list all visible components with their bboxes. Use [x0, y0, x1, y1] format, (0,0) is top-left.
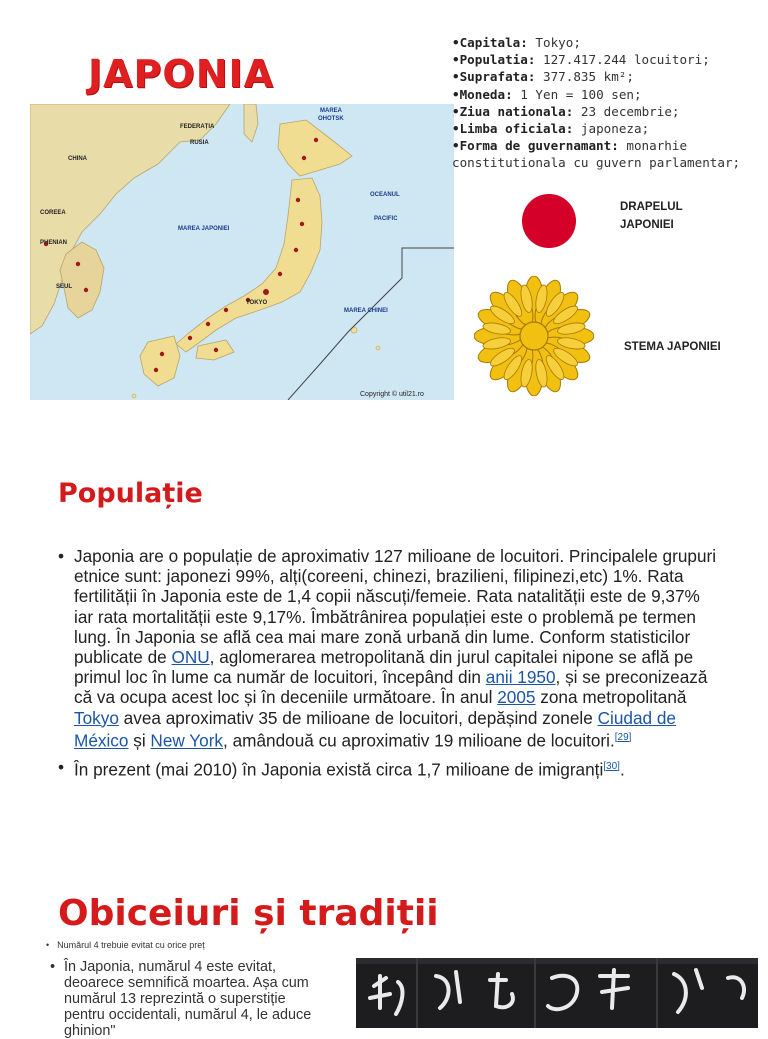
fact-national-day: •Ziua nationala: 23 decembrie;	[452, 103, 680, 119]
label-coreea: COREEA	[40, 210, 66, 216]
calligraphy-photo-svg	[356, 958, 758, 1028]
flag-label	[620, 198, 690, 234]
link-tokyo[interactable]: Tokyo	[74, 707, 119, 728]
link-new-york[interactable]: New York	[150, 730, 224, 751]
map-copyright: Copyright © util21.ro	[360, 391, 424, 398]
label-oceanul: OCEANUL	[370, 192, 400, 198]
customs-small-bullet: • Numărul 4 trebuie evitat cu orice preț	[46, 940, 205, 950]
population-title: Populație	[58, 478, 203, 509]
label-china: CHINA	[68, 156, 87, 162]
flag-label-line2: JAPONIEI	[620, 219, 674, 231]
customs-text: • În Japonia, numărul 4 este evitat, deoarece semnifică moartea. Așa cum numărul 13 reprezintă o superstiție pentru occidentali, numărul 4, le aduce ghinion"	[50, 959, 312, 1039]
label-marea: MAREA	[320, 108, 342, 114]
imperial-seal	[474, 276, 594, 396]
label-ohotsk: OHOTSK	[318, 116, 344, 122]
fact-language: •Limba oficiala: japoneza;	[452, 121, 650, 137]
page-title: JAPONIA	[88, 52, 275, 96]
label-tokyo: TOKYO	[246, 300, 268, 306]
link-onu[interactable]: ONU	[171, 647, 210, 668]
label-marea-chinei: MAREA CHINEI	[344, 308, 388, 314]
population-body	[58, 546, 718, 786]
label-marea-japoniei: MAREA JAPONIEI	[178, 226, 230, 232]
population-paragraph-2: • În prezent (mai 2010) în Japonia există circa 1,7 milioane de imigranți[30].	[74, 757, 718, 780]
seal-center	[520, 322, 548, 350]
label-federatia: FEDERAȚIA	[180, 124, 215, 130]
label-seul: SEUL	[56, 284, 73, 290]
fact-area: •Suprafata: 377.835 km²;	[452, 69, 634, 85]
ref-29[interactable]: [29]	[614, 731, 632, 743]
calligraphy-photo	[356, 958, 758, 1028]
link-2005[interactable]: 2005	[497, 687, 536, 708]
customs-title: Obiceiuri și tradiții	[58, 893, 439, 934]
label-rusia: RUSIA	[190, 140, 209, 146]
link-anii-1950[interactable]: anii 1950	[485, 667, 556, 688]
japan-map-svg	[30, 104, 454, 400]
fact-capital: •Capitala: Tokyo;	[452, 35, 581, 50]
ref-30[interactable]: [30]	[603, 760, 620, 772]
population-paragraph-1: • Japonia are o populație de aproximativ 127 milioane de locuitori. Principalele grupuri etnice sunt: japonezi 99%, alți(coreeni, chinezi, brazilieni, filipinezi,etc) 1%. Rata fertilității în Japonia este de 1,4 copii născuți/femeie. Rata natalității este de 9,37% iar rata mortalității este 9,17%. Îmbătrânirea populației este o problemă pe termen lung. În Japonia se află cea mai mare zonă urbană din lume. Conform statisticilor publicate de ONU, aglomerarea metropolitană din jurul capitalei nipone se află pe primul loc în lume ca număr de locuitori, începând din anii 1950, și se preconizează că va ocupa acest loc și în deceniile următoare. În anul 2005 zona metropolitană Tokyo avea aproximativ 35 de milioane de locuitori, depășind zonele Ciudad de México și New York, amândouă cu aproximativ 19 milioane de locuitori.[29]	[74, 546, 718, 751]
japan-flag-circle	[522, 194, 576, 248]
fact-government: •Forma de guvernamant: monarhie constitutionala cu guvern parlamentar;	[452, 138, 741, 171]
emblem-label: STEMA JAPONIEI	[624, 341, 721, 353]
link-ciudad-de-mexico[interactable]: Ciudad de México	[74, 707, 676, 751]
flag-label-line1: DRAPELUL	[620, 201, 683, 213]
japan-map	[30, 104, 454, 400]
label-pacific: PACIFIC	[374, 216, 398, 222]
label-phenian: PHENIAN	[40, 240, 68, 246]
facts-list	[452, 34, 764, 172]
fact-currency: •Moneda: 1 Yen = 100 sen;	[452, 86, 642, 102]
fact-population: •Populatia: 127.417.244 locuitori;	[452, 52, 710, 68]
chrysanthemum-icon	[474, 276, 594, 396]
